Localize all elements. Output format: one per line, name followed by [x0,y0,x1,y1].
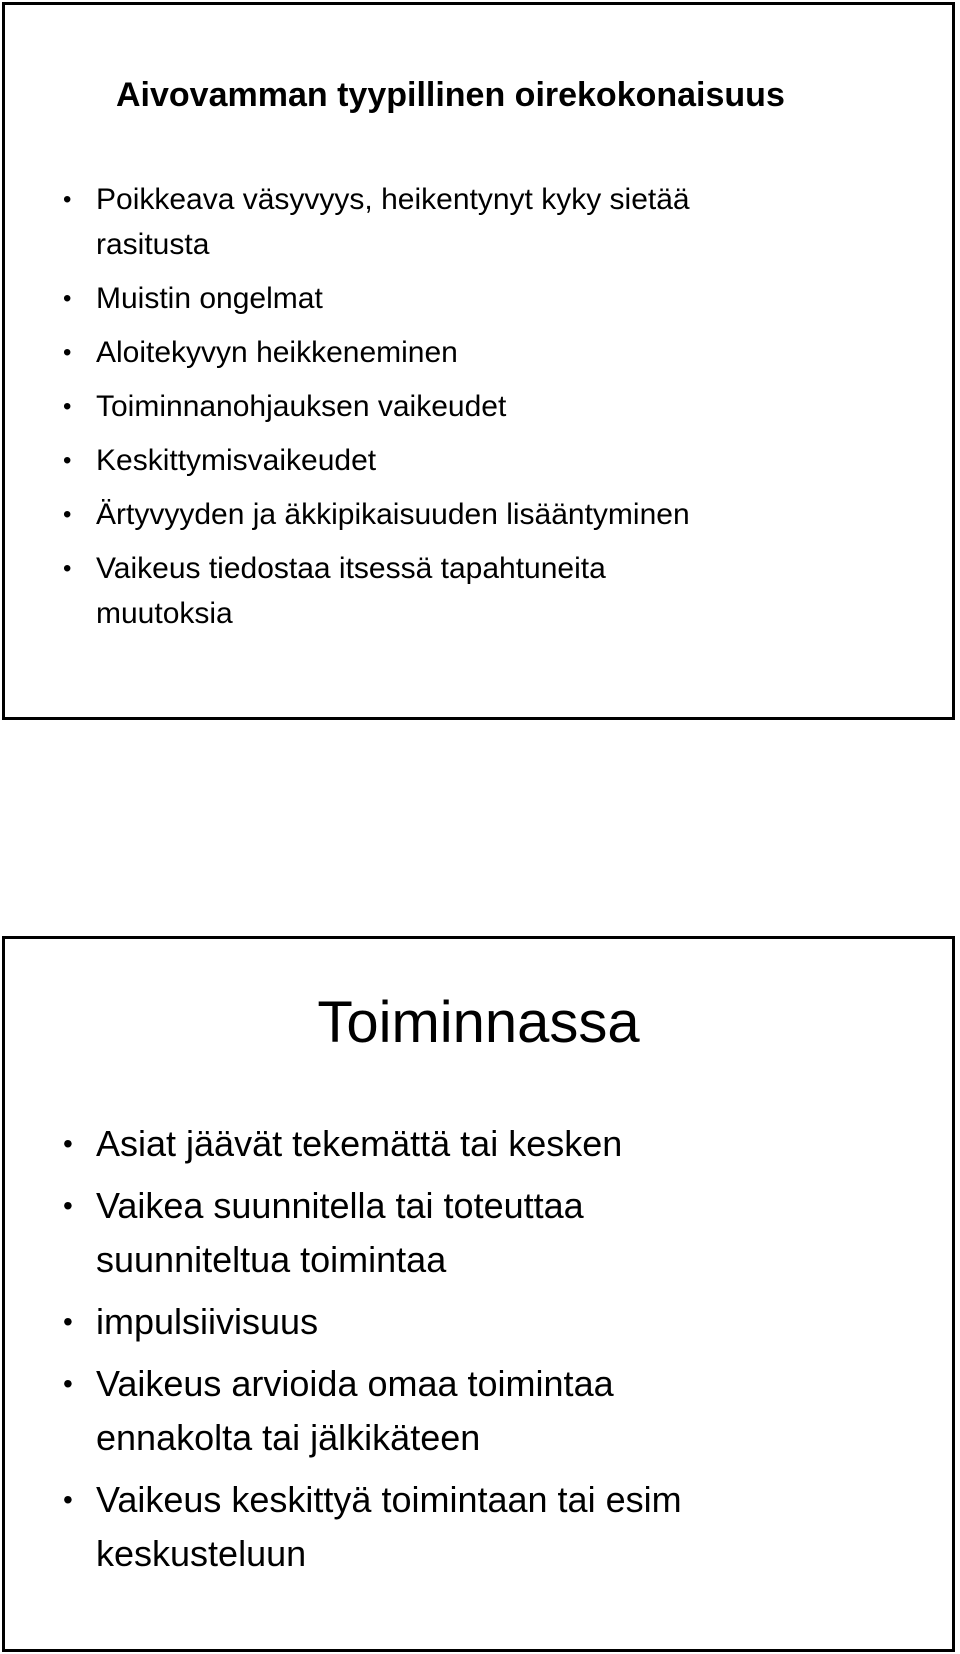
list-item-line: Poikkeava väsyvyys, heikentynyt kyky sietää [96,183,690,216]
bullet-list [63,177,863,645]
bullet-icon: • [63,339,72,366]
list-item [63,384,863,429]
list-item [63,276,863,321]
bullet-icon: • [63,1368,73,1399]
bullet-icon: • [63,1484,73,1515]
list-item-line: Vaikeus keskittyä toimintaan tai esim [96,1479,682,1520]
list-item [63,1357,863,1465]
slide-in-action [2,936,955,1652]
list-item [63,1473,863,1581]
bullet-icon: • [63,393,72,420]
list-item-line: Vaikeus tiedostaa itsessä tapahtuneita [96,552,606,585]
bullet-icon: • [63,1306,73,1337]
list-item-line: ennakolta tai jälkikäteen [96,1417,481,1458]
list-item [63,546,863,636]
list-item [63,330,863,375]
list-item [63,177,863,267]
list-item-line: Vaikeus arvioida omaa toimintaa [96,1363,614,1404]
slide-title: Toiminnassa [317,990,640,1055]
list-item [63,1295,863,1349]
bullet-icon: • [63,501,72,528]
bullet-icon: • [63,555,72,582]
list-item-line: Toiminnanohjauksen vaikeudet [96,390,507,423]
list-item-line: Vaikea suunnitella tai toteuttaa [96,1185,584,1226]
bullet-icon: • [63,285,72,312]
list-item-line: Asiat jäävät tekemättä tai kesken [96,1123,623,1164]
list-item-line: suunniteltua toimintaa [96,1239,447,1280]
list-item-line: rasitusta [96,228,210,261]
bullet-icon: • [63,1190,73,1221]
list-item-line: Keskittymisvaikeudet [96,444,377,477]
list-item-line: keskusteluun [96,1533,307,1574]
slide-symptoms [2,2,955,720]
slide-title: Aivovamman tyypillinen oirekokonaisuus [116,76,785,114]
bullet-list [63,1117,863,1589]
bullet-icon: • [63,1128,73,1159]
list-item [63,1179,863,1287]
list-item-line: impulsiivisuus [96,1301,319,1342]
list-item [63,438,863,483]
list-item [63,1117,863,1171]
list-item-line: Muistin ongelmat [96,282,323,315]
list-item-line: muutoksia [96,597,233,630]
list-item-line: Ärtyvyyden ja äkkipikaisuuden lisääntyminen [96,498,690,531]
bullet-icon: • [63,447,72,474]
list-item-line: Aloitekyvyn heikkeneminen [96,336,458,369]
list-item [63,492,863,537]
bullet-icon: • [63,186,72,213]
